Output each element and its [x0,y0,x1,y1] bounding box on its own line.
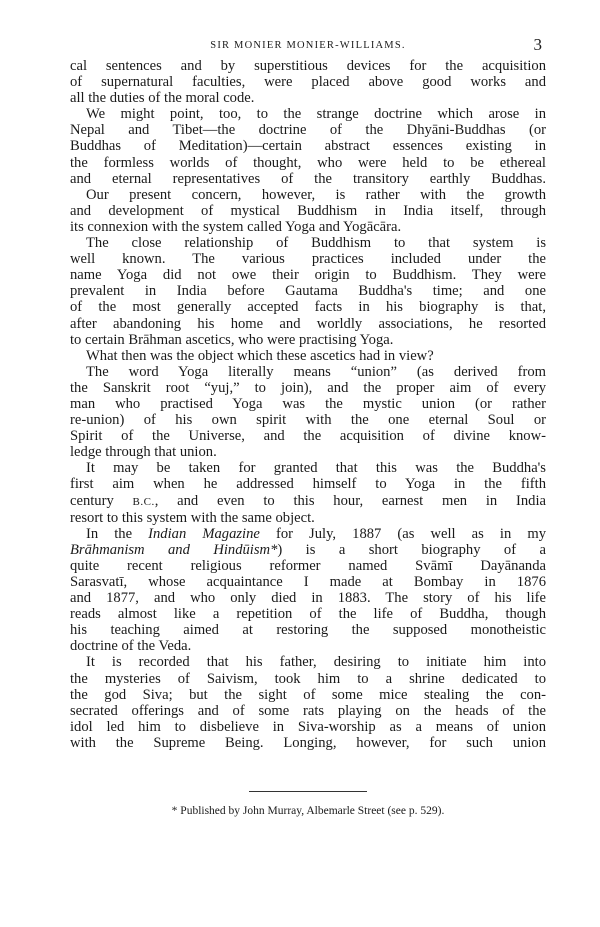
paragraph [70,58,546,106]
text-line: his teaching aimed at restoring the supposed monotheistic [70,622,546,639]
text-line: quite recent religious reformer named Svāmī Dayānanda [70,557,546,574]
text-line [70,493,546,510]
text-line: ledge through that union. [70,444,217,461]
paragraph [70,460,546,525]
small-caps-abbreviation: B.C. [132,495,155,508]
footnote: * Published by John Murray, Albemarle Street (see p. 529). [171,805,445,818]
text-line: Nepal and Tibet—the doctrine of the Dhyāni-Buddhas (or [70,122,546,139]
text-line [70,542,546,558]
text-line: first aim when he addressed himself to Yoga in the fifth [70,476,546,493]
text-line: the god Siva; but the sight of some mice stealing the con- [70,686,546,703]
text-line: Spirit of the Universe, and the acquisition of divine know- [70,428,546,445]
text-line: It is recorded that his father, desiring to initiate him into [86,654,546,671]
text-line: well known. The various practices included under the [70,251,546,268]
text-line: man who practised Yoga was the mystic union (or rather [70,395,546,412]
text-line: reads almost like a repetition of the life of Buddha, though [70,606,546,623]
text-line: It may be taken for granted that this was the Buddha's [86,460,546,477]
text-line: the Sanskrit root “yuj,” to join), and the proper aim of every [70,379,546,396]
text-line: the formless worlds of thought, who were held to be ethereal [70,154,546,171]
text-line: Buddhas of Meditation)—certain abstract essences existing in [70,138,546,155]
text-segment: for July, 1887 (as well as in my [275,525,546,542]
italic-title: Indian Magazine [148,525,260,542]
running-head [70,34,546,56]
paragraph [70,364,546,461]
text-line: and 1877, and who only died in 1883. The story of his life [70,590,546,607]
text-line: doctrine of the Veda. [70,638,192,655]
document-page [70,34,546,817]
text-line: We might point, too, to the strange doctrine which arose in [86,106,546,123]
text-line: name Yoga did not owe their origin to Buddhism. They were [70,267,546,284]
text-segment: , and even to this hour, earnest men in India [154,492,546,509]
footnote-rule [249,791,367,792]
page-number: 3 [533,35,542,54]
text-segment: century [70,492,114,509]
paragraph [70,348,546,364]
text-line: to certain Brāhman ascetics, who were practising Yoga. [70,331,394,348]
text-line: and development of mystical Buddhism in India itself, through [70,202,546,219]
text-segment: In the [86,525,133,542]
paragraph [70,106,546,186]
text-line: the mysteries of Saivism, took him to a shrine dedicated to [70,670,546,687]
text-line: secrated offerings and of some rats playing on the heads of the [70,702,546,719]
text-line: Our present concern, however, is rather with the growth [86,186,546,203]
text-line: Sarasvatī, whose acquaintance I made at Bombay in 1876 [70,574,546,590]
text-line [70,526,546,542]
text-line: of the most generally accepted facts in his biography is that, [70,299,546,316]
text-line: cal sentences and by superstitious devices for the acquisition [70,58,546,74]
paragraph [70,187,546,235]
text-line: The word Yoga literally means “union” (as derived from [86,363,546,380]
running-title: SIR MONIER MONIER-WILLIAMS. [210,40,406,51]
text-line: The close relationship of Buddhism to that system is [86,235,546,252]
text-line: all the duties of the moral code. [70,90,255,107]
text-line: with the Supreme Being. Longing, however, for such union [70,734,546,751]
text-line: prevalent in India before Gautama Buddha's time; and one [70,283,546,300]
text-segment: ) is a short biography of a [277,541,546,558]
body-text [70,58,546,751]
text-line: idol led him to disbelieve in Siva-worship as a means of union [70,718,546,735]
paragraph [70,526,546,655]
text-line: of supernatural faculties, were placed above good works and [70,74,546,91]
text-line: and eternal representatives of the transitory earthly Buddhas. [70,170,546,187]
text-line: What then was the object which these ascetics had in view? [86,347,434,364]
text-line: re-union) of his own spirit with the one eternal Soul or [70,412,546,429]
paragraph [70,654,546,751]
paragraph [70,235,546,348]
text-line: resort to this system with the same object. [70,509,315,526]
text-line: its connexion with the system called Yoga and Yogācāra. [70,218,402,235]
italic-title: Brāhmanism and Hindūism* [70,541,278,558]
text-line: after abandoning his home and worldly associations, he resorted [70,315,546,332]
